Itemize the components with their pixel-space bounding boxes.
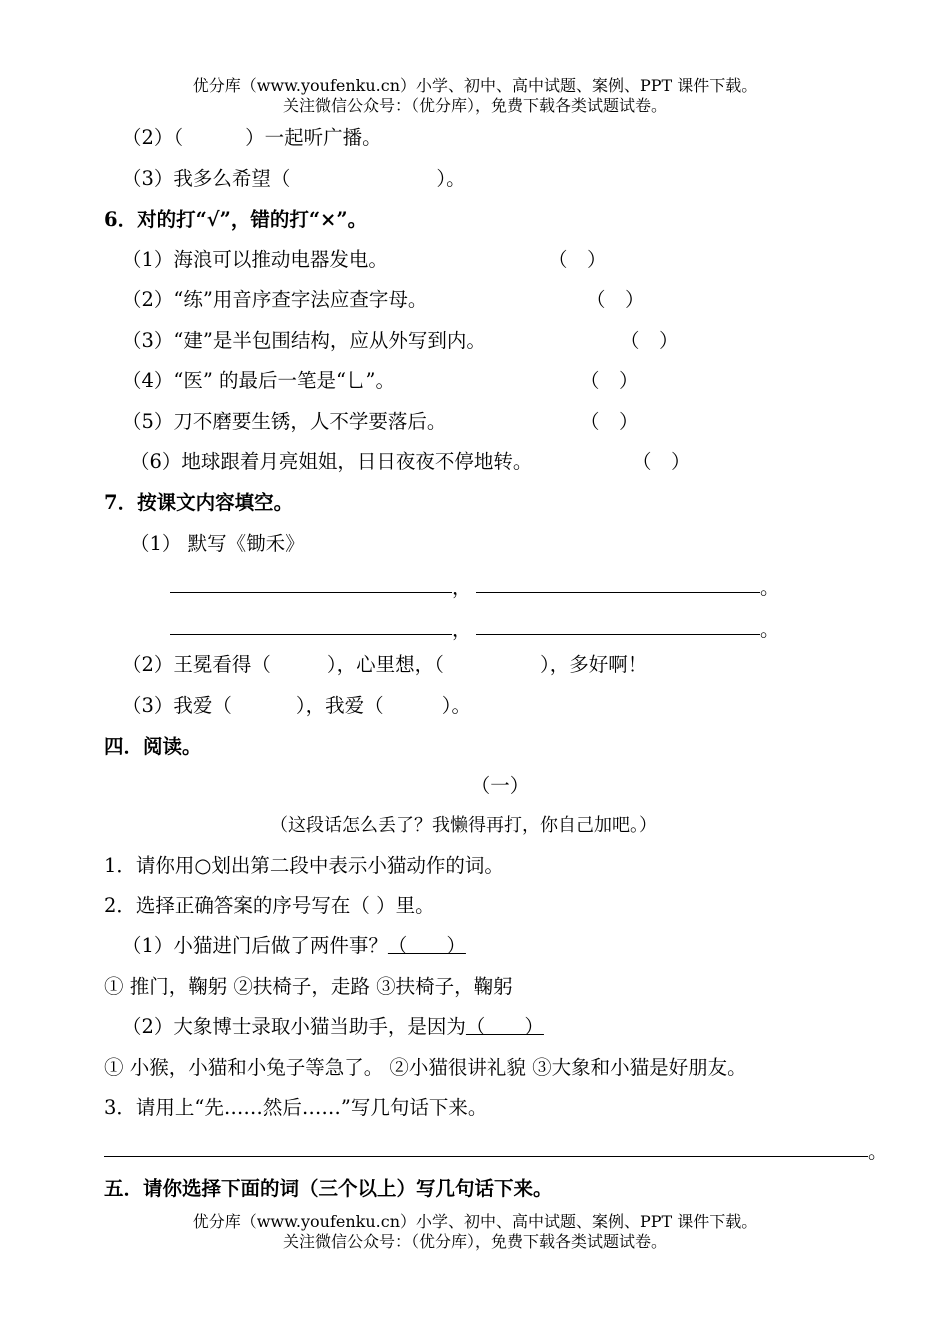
poem-comma-2: ， [452,618,472,641]
s4-q1: 1．请你用○划出第二段中表示小猫动作的词。 [104,854,504,877]
poem-comma-1: ， [452,576,472,599]
q7-item-2-c: ），多好啊！ [539,653,648,676]
q6-bracket-5[interactable]: （ ） [580,410,639,433]
q6-item-6: （6）地球跟着月亮姐姐，日日夜夜不停地转。 [130,450,533,473]
q7-title: 7．按课文内容填空。 [104,491,294,514]
section-4-subtitle: （一） [470,774,530,797]
q7-item-3-a: （3）我爱（ [122,694,232,717]
s4-q3-period: 。 [868,1140,888,1163]
item-2-text-a: （2）（ [122,126,184,149]
q6-bracket-2[interactable]: （ ） [586,288,645,311]
section-4-title: 四．阅读。 [104,735,202,758]
q6-title: 6．对的打“√”，错的打“×”。 [104,208,368,231]
q7-item-2-a: （2）王冕看得（ [122,653,271,676]
q6-bracket-3[interactable]: （ ） [620,329,679,352]
item-2-text-b: ）一起听广播。 [245,126,382,149]
item-3-line [122,165,466,193]
poem-period-1: 。 [760,576,780,599]
s4-q2-2-options: ① 小猴，小猫和小兔子等急了。 ②小猫很讲礼貌 ③大象和小猫是好朋友。 [104,1056,747,1079]
q7-item-2-b: ），心里想，（ [326,653,444,676]
s4-q2-1-blank[interactable]: （ ） [387,934,466,957]
poem-line-2b[interactable] [476,634,760,635]
s4-q2-1 [122,932,466,960]
q7-item-1: （1） 默写《锄禾》 [130,532,305,555]
page-footer-line1: 优分库（www.youfenku.cn）小学、初中、高中试题、案例、PPT 课件下载。 [192,1212,758,1231]
poem-line-1a[interactable] [170,592,452,593]
section-4-note: （这段话怎么丢了？我懒得再打，你自己加吧。） [270,815,657,836]
q6-item-5: （5）刀不磨要生锈，人不学要落后。 [122,410,447,433]
q6-bracket-6[interactable]: （ ） [632,450,691,473]
item-2-line [122,124,382,152]
q6-item-1: （1）海浪可以推动电器发电。 [122,248,388,271]
poem-period-2: 。 [760,618,780,641]
q7-item-3-b: ），我爱（ [295,694,384,717]
poem-line-2a[interactable] [170,634,452,635]
item-3-text-a: （3）我多么希望（ [122,167,291,190]
q6-item-2: （2）“练”用音序查字法应查字母。 [122,288,428,311]
q7-item-2 [122,651,647,679]
s4-q2: 2．选择正确答案的序号写在（ ）里。 [104,894,435,917]
s4-q2-2 [122,1013,544,1041]
q6-bracket-4[interactable]: （ ） [580,369,639,392]
s4-q2-2-text: （2）大象博士录取小猫当助手，是因为 [122,1015,466,1038]
s4-q2-2-blank[interactable]: （ ） [465,1015,544,1038]
section-5-title: 五．请你选择下面的词（三个以上）写几句话下来。 [104,1177,553,1200]
s4-q2-1-text: （1）小猫进门后做了两件事？ [122,934,388,957]
item-3-text-b: ）。 [436,167,466,190]
q7-item-3-c: ）。 [441,694,471,717]
s4-q3-answer-line[interactable] [104,1156,868,1157]
q6-bracket-1[interactable]: （ ） [548,248,607,271]
s4-q3: 3．请用上“先……然后……”写几句话下来。 [104,1096,488,1119]
page-header-line2: 关注微信公众号：（优分库），免费下载各类试题试卷。 [282,96,667,115]
q6-item-4: （4）“医” 的最后一笔是“乚”。 [122,369,395,392]
page-header-line1: 优分库（www.youfenku.cn）小学、初中、高中试题、案例、PPT 课件下载。 [192,76,758,95]
s4-q2-1-options: ① 推门，鞠躬 ②扶椅子，走路 ③扶椅子，鞠躬 [104,975,513,998]
page-footer-line2: 关注微信公众号：（优分库），免费下载各类试题试卷。 [282,1232,667,1251]
q6-item-3: （3）“建”是半包围结构，应从外写到内。 [122,329,486,352]
poem-line-1b[interactable] [476,592,760,593]
q7-item-3 [122,692,471,720]
